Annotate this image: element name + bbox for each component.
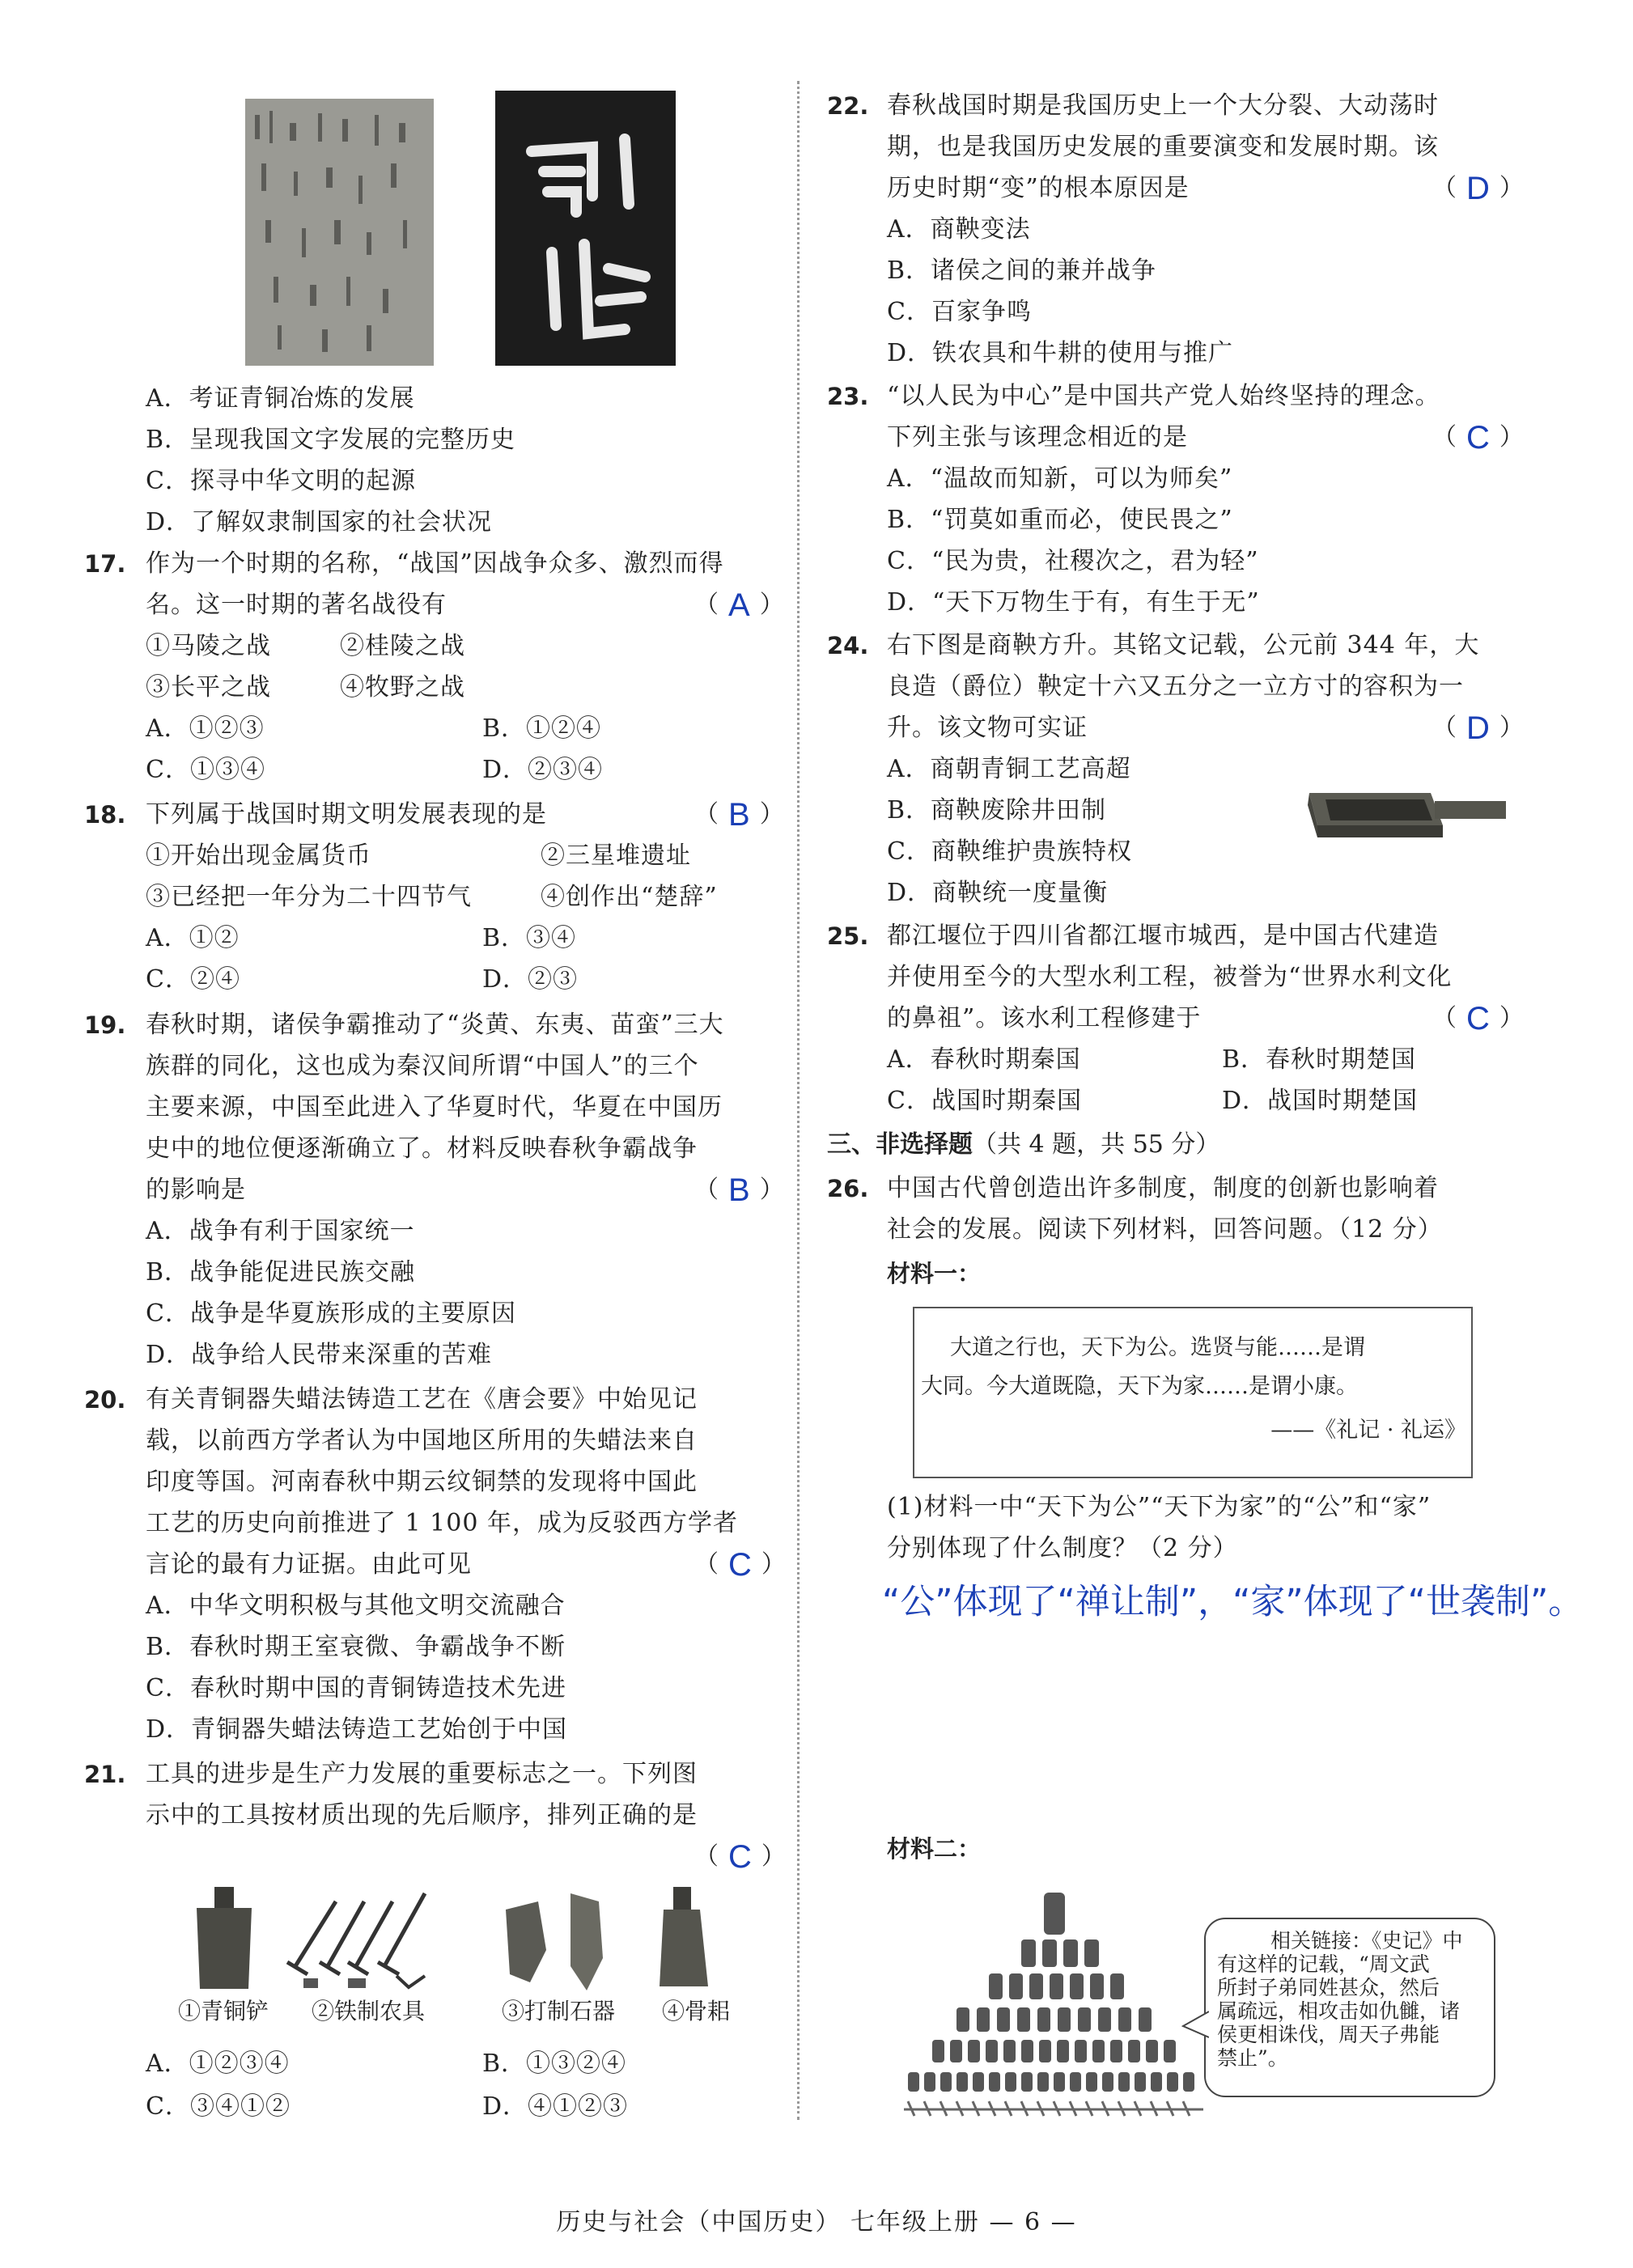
q26-sub1-line: 分别体现了什么制度？（2 分） bbox=[887, 1534, 1238, 1562]
q23-option-c: C．“民为贵，社稷次之，君为轻” bbox=[887, 547, 1259, 575]
q19-answer: （ B ） bbox=[694, 1172, 784, 1208]
q22-answer: （ D ） bbox=[1432, 171, 1524, 206]
q23-option-b: B．“罚莫如重而必，使民畏之” bbox=[887, 506, 1233, 534]
q26-sub1-line: (1)材料一中“天下为公”“天下为家”的“公”和“家” bbox=[887, 1493, 1432, 1521]
q18-answer-letter: B bbox=[728, 797, 750, 833]
q17-answer: （ A ） bbox=[694, 587, 784, 623]
q24-stem-line: 右下图是商鞅方升。其铭文记载，公元前 344 年，大 bbox=[887, 631, 1480, 659]
q20-answer-letter: C bbox=[728, 1547, 752, 1583]
q18-stem-line: 下列属于战国时期文明发展表现的是 bbox=[146, 800, 547, 829]
q21-option-b: B．①③②④ bbox=[482, 2050, 627, 2078]
q21-stem-line: 示中的工具按材质出现的先后顺序，排列正确的是 bbox=[146, 1801, 698, 1829]
q19-option-a: A．战争有利于国家统一 bbox=[146, 1217, 415, 1245]
q22-stem-line: 历史时期“变”的根本原因是 bbox=[887, 174, 1190, 202]
q25-stem-line: 的鼻祖”。该水利工程修建于 bbox=[887, 1004, 1202, 1032]
q25-option-d: D．战国时期楚国 bbox=[1222, 1087, 1419, 1115]
shang-yang-square-sheng-image bbox=[1301, 777, 1512, 841]
q19-option-b: B．战争能促进民族交融 bbox=[146, 1258, 416, 1287]
callout-pointer bbox=[1181, 2008, 1209, 2041]
q18-item-4: ④创作出“楚辞” bbox=[541, 883, 718, 911]
q19-stem-line: 族群的同化，这也成为秦汉间所谓“中国人”的三个 bbox=[146, 1052, 699, 1080]
q22-stem-line: 期，也是我国历史发展的重要演变和发展时期。该 bbox=[887, 133, 1439, 161]
q18-number: 18. bbox=[84, 801, 126, 829]
bronze-shovel-image bbox=[197, 1887, 252, 1989]
q16-option-d: D．了解奴隶制国家的社会状况 bbox=[146, 508, 493, 536]
callout-line: 有这样的记载，“周文武 bbox=[1217, 1952, 1430, 1976]
q24-stem-line: 良造（爵位）鞅定十六又五分之一立方寸的容积为一 bbox=[887, 672, 1464, 701]
q21-caption-4: ④骨耜 bbox=[662, 1998, 731, 2024]
iron-tools-image bbox=[287, 1893, 425, 1988]
q17-item-3: ③长平之战 bbox=[146, 673, 271, 702]
q20-stem-line: 载，以前西方学者认为中国地区所用的失蜡法来自 bbox=[146, 1427, 698, 1455]
section-title bbox=[827, 1131, 1219, 1159]
q22-option-b: B．诸侯之间的兼并战争 bbox=[887, 256, 1157, 285]
q19-stem-line: 主要来源，中国至此进入了华夏时代，华夏在中国历 bbox=[146, 1093, 723, 1121]
q23-answer: （ C ） bbox=[1432, 420, 1524, 456]
material-2-label: 材料二： bbox=[887, 1835, 982, 1863]
q21-stem-line: 工具的进步是生产力发展的重要标志之一。下列图 bbox=[146, 1760, 698, 1788]
q24-answer: （ D ） bbox=[1432, 710, 1524, 746]
q25-stem-line: 并使用至今的大型水利工程，被誉为“世界水利文化 bbox=[887, 963, 1453, 991]
q18-option-a: A．①② bbox=[146, 924, 240, 952]
oracle-bone-image bbox=[245, 99, 434, 366]
q17-option-a: A．①②③ bbox=[146, 714, 265, 743]
q17-stem-line: 作为一个时期的名称，“战国”因战争众多、激烈而得 bbox=[146, 549, 724, 578]
q21-option-d: D．④①②③ bbox=[482, 2092, 629, 2121]
q16-option-a: A．考证青铜冶炼的发展 bbox=[146, 384, 415, 413]
q20-option-a: A．中华文明积极与其他文明交流融合 bbox=[146, 1592, 566, 1620]
q25-number: 25. bbox=[827, 922, 869, 950]
q24-stem-line: 升。该文物可实证 bbox=[887, 714, 1088, 742]
q22-option-d: D．铁农具和牛耕的使用与推广 bbox=[887, 339, 1234, 367]
related-link-callout bbox=[1204, 1918, 1495, 2097]
q23-stem-line: “以人民为中心”是中国共产党人始终坚持的理念。 bbox=[887, 382, 1440, 410]
q26-stem-line: 中国古代曾创造出许多制度，制度的创新也影响着 bbox=[887, 1174, 1439, 1202]
q19-option-c: C．战争是华夏族形成的主要原因 bbox=[146, 1299, 516, 1328]
callout-line: 相关链接：《史记》中 bbox=[1270, 1929, 1463, 1952]
q26-stem-line: 社会的发展。阅读下列材料，回答问题。（12 分） bbox=[887, 1215, 1443, 1244]
q17-answer-letter: A bbox=[728, 587, 750, 623]
q20-stem-line: 言论的最有力证据。由此可见 bbox=[146, 1550, 472, 1579]
q22-option-a: A．商鞅变法 bbox=[887, 215, 1031, 244]
callout-line: 侯更相诛伐，周天子弗能 bbox=[1217, 2023, 1440, 2046]
quote-line: 大同。今大道既隐，天下为家……是谓小康。 bbox=[921, 1374, 1358, 1399]
q18-option-c: C．②④ bbox=[146, 965, 240, 994]
q24-option-a: A．商朝青铜工艺高超 bbox=[887, 755, 1131, 783]
q24-option-c: C．商鞅维护贵族特权 bbox=[887, 837, 1132, 866]
q24-option-b: B．商鞅废除井田制 bbox=[887, 796, 1107, 825]
q23-option-d: D．“天下万物生于有，有生于无” bbox=[887, 588, 1260, 617]
q21-option-a: A．①②③④ bbox=[146, 2050, 290, 2078]
q21-number: 21. bbox=[84, 1761, 126, 1788]
callout-line: 所封子弟同姓甚众，然后 bbox=[1217, 1976, 1440, 1999]
q22-option-c: C．百家争鸣 bbox=[887, 298, 1032, 326]
q25-option-a: A．春秋时期秦国 bbox=[887, 1045, 1081, 1074]
material-1-quote-box bbox=[913, 1307, 1473, 1478]
q21-answer: （ C ） bbox=[694, 1839, 786, 1875]
q17-stem-line: 名。这一时期的著名战役有 bbox=[146, 591, 447, 619]
q18-item-2: ②三星堆遗址 bbox=[541, 841, 691, 870]
q19-number: 19. bbox=[84, 1011, 126, 1039]
q18-answer: （ B ） bbox=[694, 797, 784, 833]
q19-stem-line: 史中的地位便逐渐确立了。材料反映春秋争霸战争 bbox=[146, 1134, 698, 1163]
q22-answer-letter: D bbox=[1466, 171, 1490, 206]
q20-stem-line: 工艺的历史向前推进了 1 100 年，成为反驳西方学者 bbox=[146, 1509, 738, 1537]
q21-option-c: C．③④①② bbox=[146, 2092, 291, 2121]
q25-option-c: C．战国时期秦国 bbox=[887, 1087, 1082, 1115]
q26-number: 26. bbox=[827, 1175, 869, 1202]
q16-option-b: B．呈现我国文字发展的完整历史 bbox=[146, 426, 516, 454]
q20-stem-line: 印度等国。河南春秋中期云纹铜禁的发现将中国此 bbox=[146, 1468, 698, 1496]
q20-option-d: D．青铜器失蜡法铸造工艺始创于中国 bbox=[146, 1715, 568, 1744]
q21-tools-illustration bbox=[190, 1885, 757, 1995]
q17-option-c: C．①③④ bbox=[146, 756, 265, 784]
q17-option-d: D．②③④ bbox=[482, 756, 604, 784]
q20-option-c: C．春秋时期中国的青铜铸造技术先进 bbox=[146, 1674, 566, 1702]
bronze-inscription-rubbing-image bbox=[495, 91, 676, 366]
q18-option-b: B．③④ bbox=[482, 924, 577, 952]
q18-item-3: ③已经把一年分为二十四节气 bbox=[146, 883, 472, 911]
callout-line: 属疏远，相攻击如仇雠，诸 bbox=[1217, 1999, 1461, 2023]
quote-line: 大道之行也，天下为公。选贤与能……是谓 bbox=[950, 1335, 1365, 1360]
q17-number: 17. bbox=[84, 550, 126, 578]
q23-stem-line: 下列主张与该理念相近的是 bbox=[887, 423, 1188, 451]
q25-answer: （ C ） bbox=[1432, 1001, 1524, 1036]
handwritten-answer: “公”体现了“禅让制”，“家”体现了“世袭制”。 bbox=[882, 1582, 1584, 1622]
section-subtitle: （共 4 题，共 55 分） bbox=[973, 1130, 1220, 1159]
callout-line: 禁止”。 bbox=[1217, 2046, 1288, 2070]
q20-answer: （ C ） bbox=[694, 1547, 786, 1583]
column-divider bbox=[797, 81, 800, 2120]
section-title-text: 三、非选择题 bbox=[827, 1130, 973, 1159]
q19-stem-line: 的影响是 bbox=[146, 1176, 246, 1204]
q21-answer-letter: C bbox=[728, 1839, 752, 1875]
q18-option-d: D．②③ bbox=[482, 965, 579, 994]
q17-item-4: ④牧野之战 bbox=[340, 673, 465, 702]
q19-stem-line: 春秋时期，诸侯争霸推动了“炎黄、东夷、苗蛮”三大 bbox=[146, 1011, 724, 1039]
q23-answer-letter: C bbox=[1466, 420, 1490, 456]
q18-item-1: ①开始出现金属货币 bbox=[146, 841, 371, 870]
q17-item-2: ②桂陵之战 bbox=[340, 632, 465, 660]
q17-item-1: ①马陵之战 bbox=[146, 632, 271, 660]
q22-number: 22. bbox=[827, 92, 869, 120]
q20-option-b: B．春秋时期王室衰微、争霸战争不断 bbox=[146, 1633, 566, 1661]
q19-option-d: D．战争给人民带来深重的苦难 bbox=[146, 1341, 493, 1369]
q24-number: 24. bbox=[827, 632, 869, 659]
q20-number: 20. bbox=[84, 1386, 126, 1414]
q23-number: 23. bbox=[827, 383, 869, 410]
q21-caption-1: ①青铜铲 bbox=[178, 1998, 269, 2024]
q23-option-a: A．“温故而知新，可以为师矣” bbox=[887, 464, 1233, 493]
q16-option-c: C．探寻中华文明的起源 bbox=[146, 467, 416, 495]
q25-answer-letter: C bbox=[1466, 1001, 1490, 1036]
q21-caption-3: ③打制石器 bbox=[502, 1998, 616, 2024]
q21-caption-2: ②铁制农具 bbox=[312, 1998, 426, 2024]
bone-spade-image bbox=[660, 1887, 708, 1986]
q22-stem-line: 春秋战国时期是我国历史上一个大分裂、大动荡时 bbox=[887, 91, 1439, 120]
quote-source: ——《礼记 · 礼运》 bbox=[1270, 1418, 1466, 1443]
material-1-label: 材料一： bbox=[887, 1260, 982, 1287]
stone-tools-image bbox=[506, 1893, 603, 1990]
page-footer: 历史与社会（中国历史） 七年级上册 — 6 — bbox=[556, 2208, 1077, 2236]
q24-option-d: D．商鞅统一度量衡 bbox=[887, 879, 1109, 907]
q20-stem-line: 有关青铜器失蜡法铸造工艺在《唐会要》中始见记 bbox=[146, 1385, 698, 1414]
q25-option-b: B．春秋时期楚国 bbox=[1222, 1045, 1417, 1074]
q17-option-b: B．①②④ bbox=[482, 714, 602, 743]
feudal-hierarchy-pyramid-image bbox=[900, 1889, 1207, 2124]
q24-answer-letter: D bbox=[1466, 710, 1490, 746]
q19-answer-letter: B bbox=[728, 1172, 750, 1208]
q25-stem-line: 都江堰位于四川省都江堰市城西，是中国古代建造 bbox=[887, 922, 1439, 950]
